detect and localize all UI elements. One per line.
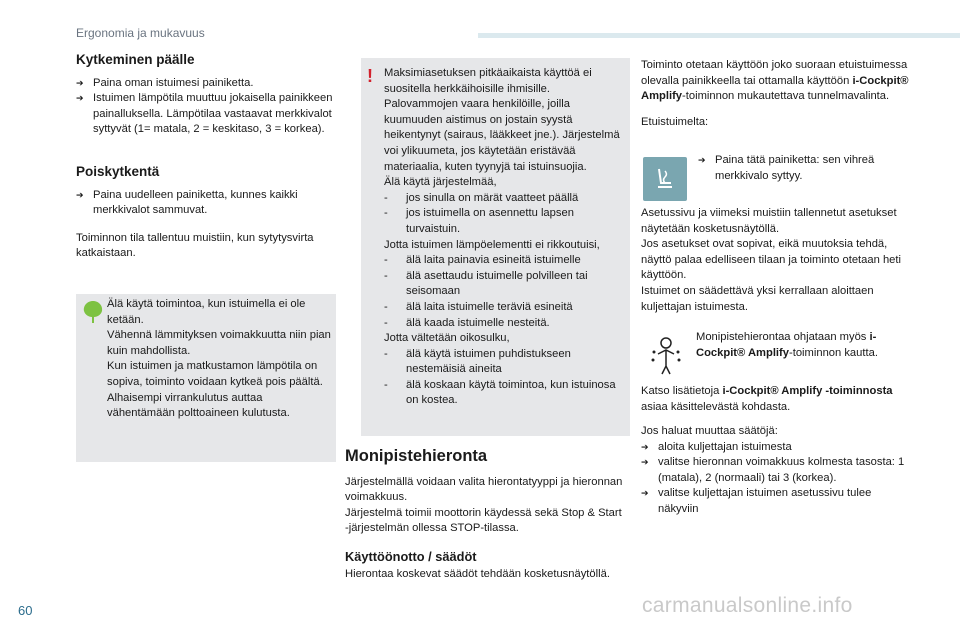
arrow-bullet-icon: ➔ <box>76 93 84 104</box>
list-item: - jos sinulla on märät vaatteet päällä <box>384 191 579 204</box>
heading-setup: Käyttöönotto / säädöt <box>345 548 477 564</box>
list-item: ➔ Istuimen lämpötila muuttuu jokaisella painikkeen painalluksella. Lämpötilaa vastaavat merkkivalot syttyvät (1= matala, 2 = keskitaso, 3 = korkea). <box>76 92 333 136</box>
list-item: - älä kaada istuimelle nesteitä. <box>384 316 550 329</box>
arrow-bullet-icon: ➔ <box>76 189 84 200</box>
list-item: - älä laita istuimelle teräviä esineitä <box>384 300 573 313</box>
list-item: - älä asettaudu istuimelle polvilleen tai seisomaan <box>384 269 588 298</box>
header-accent-bar <box>478 33 960 38</box>
arrow-bullet-icon: ➔ <box>698 155 706 165</box>
column-right <box>641 58 911 130</box>
list-item: ➔ aloita kuljettajan istuimesta <box>641 440 911 456</box>
exclamation-icon: ! <box>367 66 373 86</box>
list-item: ➔ Paina uudelleen painiketta, kunnes kaikki merkkivalot sammuvat. <box>76 188 298 217</box>
massage-section <box>345 449 627 582</box>
activation-text: Toiminto otetaan käyttöön joko suoraan etuistuimessa olevalla painikkeella tai ottamalla käyttöön i-Cockpit® Amplify-toiminnon mukautettava tunnelmavalinta. <box>641 59 909 103</box>
change-section: Jos haluat muuttaa säätöjä: ➔ aloita kuljettajan istuimesta ➔ valitse hieronnan voimakkuus kolmesta tasosta: 1 (matala), 2 (normaali) tai 3 (korkea). ➔ valitse kuljettajan istuimen asetussivu tulee näkyviin <box>641 424 911 518</box>
leaf-tip-icon <box>82 300 104 324</box>
memory-text: Toiminnon tila tallentuu muistiin, kun sytytysvirta katkaistaan. <box>76 231 314 260</box>
massage-icon-text: Monipistehierontaa ohjataan myös i-Cockpit® Amplify-toiminnon kautta. <box>696 331 878 359</box>
seat-button-text: ➔ Paina tätä painiketta: sen vihreä merkkivalo syttyy. <box>698 154 875 182</box>
switch-on-list <box>76 76 338 138</box>
see-more-text: Katso lisätietoja i-Cockpit® Amplify -toiminnosta asiaa käsittelevästä kohdasta. <box>641 385 893 413</box>
switch-off-list <box>76 188 338 219</box>
list-item: - älä laita painavia esineitä istuimelle <box>384 254 581 267</box>
arrow-bullet-icon: ➔ <box>641 488 649 499</box>
list-item: - älä koskaan käytä toimintoa, kun istuinosa on kostea. <box>384 378 616 407</box>
seat-heat-button-icon <box>643 157 687 201</box>
list-item: - jos istuimella on asennettu lapsen turvaistuin. <box>384 207 574 235</box>
tip-text: Älä käytä toimintoa, kun istuimella ei ole ketään. Vähennä lämmityksen voimakkuutta niin pian kuin mahdollista. Kun istuimen ja matkustamon lämpötila on sopiva, toiminto voidaan kytkeä pois päältä. Alhaisempi virrankulutus auttaa vähentämään polttoaineen kulutusta. <box>107 298 331 420</box>
front-seat-label: Etuistuimelta: <box>641 115 709 128</box>
setup-text: Hierontaa koskevat säädöt tehdään kosketusnäytöllä. <box>345 567 610 580</box>
page-number: 60 <box>18 603 33 618</box>
page-header-title: Ergonomia ja mukavuus <box>76 26 205 40</box>
list-item: ➔ valitse kuljettajan istuimen asetussivu tulee näkyviin <box>641 487 872 515</box>
watermark-site: carmanualsonline.info <box>642 594 853 617</box>
settings-text: Asetussivu ja viimeksi muistiin tallennetut asetukset näytetään kosketusnäytöllä. Jos asetukset ovat sopivat, eikä muutoksia tehdä, näyttö palaa edelliseen tilaan ja toiminto otetaan heti käyttöön. Istuimet on säädettävä yksi kerrallaan aloittaen kuljettajan istuimesta. <box>641 207 901 313</box>
column-left <box>76 52 338 262</box>
heading-massage: Monipistehieronta <box>345 447 488 465</box>
massage-text: Järjestelmällä voidaan valita hierontatyyppi ja hieronnan voimakkuus. Järjestelmä toimii moottorin käydessä sekä Stop & Start -järjestelmän ollessa STOP-tilassa. <box>345 475 623 535</box>
heading-switch-off: Poiskytkentä <box>76 163 160 179</box>
list-item: ➔ Paina oman istuimesi painiketta. <box>76 76 338 92</box>
arrow-bullet-icon: ➔ <box>641 457 649 468</box>
arrow-bullet-icon: ➔ <box>641 441 649 452</box>
arrow-bullet-icon: ➔ <box>76 77 84 88</box>
warning-text: Maksimiasetuksen pitkäaikaista käyttöä ei suositella herkkäihoisille ihmisille. Palovammojen vaara henkilöille, joilla kuumuuden aistimus on jostain syystä heikentynyt (sairaus, lääkkeet jne.). Järjestelmä voi ylikuumeta, jos käytetään eristävää materiaalia, kuten tyynyjä tai istuinsuojia. Älä käytä järjestelmää, - jos sinulla on märät vaatteet päällä - jos istuimella on asennettu lapsen turvaistuin. Jotta istuimen lämpöelementti ei rikkoutuisi, - älä laita painavia esineitä istuimelle - älä asettaudu istuimelle polvilleen tai seisomaan - älä laita istuimelle teräviä esineitä - älä kaada istuimelle nesteitä. Jotta vältetään oikosulku, - älä käytä istuimen puhdistukseen nestemäisiä aineita - älä koskaan käytä toimintoa, kun istuinosa on kostea. <box>384 66 627 409</box>
massage-person-icon <box>648 336 684 376</box>
list-item: ➔ valitse hieronnan voimakkuus kolmesta tasosta: 1 (matala), 2 (normaali) tai 3 (korkea). <box>641 456 905 484</box>
heading-switch-on: Kytkeminen päälle <box>76 52 195 67</box>
list-item: - älä käytä istuimen puhdistukseen nestemäisiä aineita <box>384 347 571 376</box>
